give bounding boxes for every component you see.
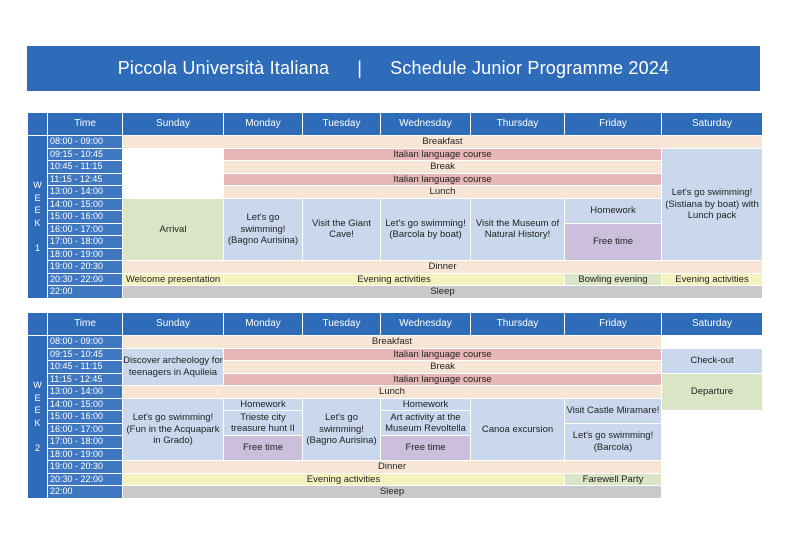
evening-activities: Evening activities [123,474,564,486]
col-tuesday: Tuesday [303,313,380,335]
col-time: Time [48,113,122,135]
col-wednesday: Wednesday [381,313,470,335]
time-slot: 22:00 [48,286,122,298]
time-slot: 20:30 - 22:00 [48,274,122,286]
time-slot: 15:00 - 16:00 [48,211,122,223]
time-slot: 15:00 - 16:00 [48,411,122,423]
time-slot: 20:30 - 22:00 [48,474,122,486]
saturday-empty [662,336,762,348]
time-slot: 18:00 - 19:00 [48,249,122,261]
col-wednesday: Wednesday [381,113,470,135]
saturday-checkout: Check-out [662,349,762,373]
sleep: Sleep [123,286,762,298]
time-slot: 18:00 - 19:00 [48,449,122,461]
tuesday-giant-cave: Visit the Giant Cave! [303,199,380,261]
monday-swimming: Let's go swimming! (Bagno Aurisina) [224,199,302,261]
col-thursday: Thursday [471,313,564,335]
saturday-departure: Departure [662,374,762,411]
school-name: Piccola Università Italiana [117,58,330,78]
wednesday-art: Art activity at the Museum Revoltella [381,411,470,435]
time-slot: 11:15 - 12:45 [48,374,122,386]
sunday-acquapark: Let's go swimming! (Fun in the Acquapark in Grado) [123,399,223,461]
col-time: Time [48,313,122,335]
col-saturday: Saturday [662,113,762,135]
time-slot: 19:00 - 20:30 [48,261,122,273]
col-thursday: Thursday [471,113,564,135]
sunday-empty [123,149,223,198]
col-sunday: Sunday [123,313,223,335]
saturday-empty [662,411,762,473]
breakfast: Breakfast [123,336,661,348]
col-friday: Friday [565,313,661,335]
col-friday: Friday [565,113,661,135]
dinner: Dinner [123,261,762,273]
wednesday-free-time: Free time [381,436,470,460]
time-slot: 17:00 - 18:00 [48,236,122,248]
lunch: Lunch [224,186,661,198]
time-slot: 13:00 - 14:00 [48,186,122,198]
lunch: Lunch [123,386,661,398]
sleep: Sleep [123,486,661,498]
time-slot: 14:00 - 15:00 [48,399,122,411]
language-course-2: Italian language course [224,174,661,186]
time-slot: 17:00 - 18:00 [48,436,122,448]
time-slot: 19:00 - 20:30 [48,461,122,473]
week-corner [28,313,47,335]
col-tuesday: Tuesday [303,113,380,135]
monday-free-time: Free time [224,436,302,460]
breakfast: Breakfast [123,136,762,148]
header-row [28,313,762,335]
tuesday-swimming: Let's go swimming! (Bagno Aurisina) [303,399,380,461]
time-slot: 08:00 - 09:00 [48,136,122,148]
friday-bowling: Bowling evening [565,274,661,286]
language-course-1: Italian language course [224,149,661,161]
header-row [28,113,762,135]
col-monday: Monday [224,313,302,335]
time-slot: 11:15 - 12:45 [48,174,122,186]
time-slot: 14:00 - 15:00 [48,199,122,211]
week-2-schedule [27,312,760,499]
saturday-evening: Evening activities [662,274,762,286]
time-slot: 08:00 - 09:00 [48,336,122,348]
evening-activities: Evening activities [224,274,564,286]
saturday-swimming: Let's go swimming! (Sistiana by boat) with Lunch pack [662,149,762,261]
time-slot: 16:00 - 17:00 [48,224,122,236]
language-course-2: Italian language course [224,374,661,386]
time-slot: 22:00 [48,486,122,498]
schedule-title: Schedule Junior Programme 2024 [390,58,670,78]
week-label: W E E K 2 [28,336,47,498]
week-1-schedule [27,112,760,299]
time-slot: 13:00 - 14:00 [48,386,122,398]
break: Break [224,361,661,373]
wednesday-swimming: Let's go swimming! (Barcola by boat) [381,199,470,261]
col-monday: Monday [224,113,302,135]
sunday-arrival: Arrival [123,199,223,261]
friday-swimming: Let's go swimming! (Barcola) [565,424,661,461]
col-sunday: Sunday [123,113,223,135]
page-header [27,46,760,91]
language-course-1: Italian language course [224,349,661,361]
sunday-welcome: Welcome presentation [123,274,223,286]
break: Break [224,161,661,173]
time-slot: 10:45 - 11:15 [48,161,122,173]
col-saturday: Saturday [662,313,762,335]
monday-treasure-hunt: Trieste city treasure hunt II [224,411,302,435]
friday-farewell: Farewell Party [565,474,661,486]
time-slot: 16:00 - 17:00 [48,424,122,436]
monday-homework: Homework [224,399,302,411]
friday-castle: Visit Castle Miramare! [565,399,661,423]
week-label: W E E K 1 [28,136,47,298]
dinner: Dinner [123,461,661,473]
saturday-empty [662,486,762,498]
wednesday-homework: Homework [381,399,470,411]
time-slot: 10:45 - 11:15 [48,361,122,373]
week-corner [28,113,47,135]
friday-homework: Homework [565,199,661,223]
time-slot: 09:15 - 10:45 [48,149,122,161]
header-separator: | [357,58,363,78]
sunday-archeology: Discover archeology for teenagers in Aquileia [123,349,223,386]
time-slot: 09:15 - 10:45 [48,349,122,361]
thursday-canoe: Canoa excursion [471,399,564,461]
thursday-museum: Visit the Museum of Natural History! [471,199,564,261]
friday-free-time: Free time [565,224,661,261]
